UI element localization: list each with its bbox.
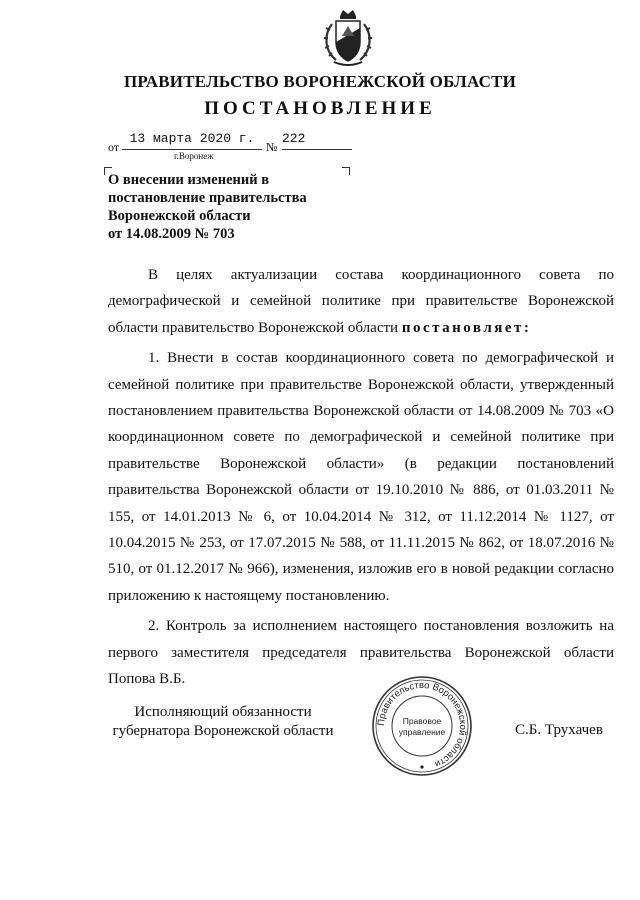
- date-underline: [122, 149, 262, 150]
- document-type-title: ПОСТАНОВЛЕНИЕ: [204, 98, 436, 119]
- stamp-center-line-2: управление: [398, 727, 446, 737]
- subject-line-1: О внесении изменений в: [108, 172, 270, 188]
- place-of-issue: г.Воронеж: [174, 151, 214, 161]
- document-body: [108, 262, 614, 697]
- paragraph-item-2: 2. Контроль за исполнением настоящего постановления возложить на первого заместителя председателя правительства Воронежской области Попова В.Б.: [108, 618, 614, 688]
- position-line-2: губернатора Воронежской области: [112, 723, 334, 739]
- resolution-verb: постановляет:: [401, 319, 532, 336]
- subject-line-2: постановление правительства: [108, 190, 307, 206]
- subject-line-3: Воронежской области: [108, 208, 251, 224]
- paragraph-item-1: 1. Внести в состав координационного совета по демографической и семейной политике при правительстве Воронежской области, утвержденный постановлением правительства Воронежской области от 14.08.2009 № 703 «О координационном совете по демографической и семейной политике при правительстве Воронежской области» (в редакции постановлений правительства Воронежской области от 19.10.2010 № 886, от 01.03.2011 № 155, от 14.01.2013 № 6, от 10.04.2014 № 312, от 11.12.2014 № 1127, от 10.04.2015 № 253, от 17.07.2015 № 588, от 11.11.2015 № 862, от 18.07.2016 № 510, от 01.12.2017 № 966), изменения, изложив его в новой редакции согласно приложению к настоящему постановлению.: [108, 350, 614, 604]
- organization-title: ПРАВИТЕЛЬСТВО ВОРОНЕЖСКОЙ ОБЛАСТИ: [123, 72, 517, 91]
- document-number: 222: [282, 131, 306, 146]
- subject-line-4: от 14.08.2009 № 703: [108, 226, 235, 242]
- document-subject: [108, 171, 348, 243]
- preamble-text: В целях актуализации состава координационного совета по демографической и семейной политике при правительстве Воронежской области правительство Воронежской области: [108, 267, 614, 336]
- signatory-name: С.Б. Трухачев: [515, 722, 603, 738]
- number-underline: [282, 149, 352, 150]
- paragraph-preamble: [108, 262, 614, 341]
- stamp-center-line-1: Правовое: [402, 716, 442, 726]
- document-date: 13 марта 2020 г.: [129, 131, 255, 146]
- date-prefix: от: [108, 140, 120, 154]
- position-line-1: Исполняющий обязанности: [134, 704, 312, 720]
- number-prefix: №: [266, 140, 278, 154]
- coat-of-arms-icon: [318, 6, 378, 68]
- signatory-position: [108, 703, 338, 741]
- official-stamp: [371, 675, 473, 777]
- stamp-ring-text: Правительство Воронежской области: [375, 679, 469, 770]
